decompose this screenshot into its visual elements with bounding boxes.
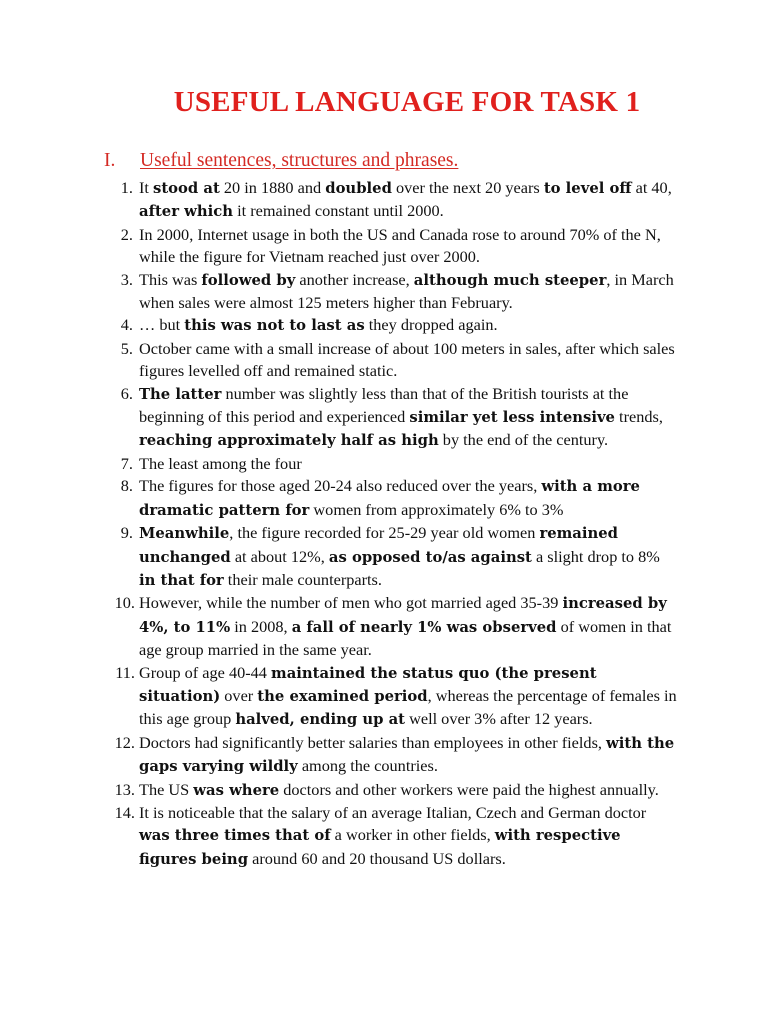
key-phrase: a fall of nearly 1% was observed: [291, 618, 557, 636]
list-item: [108, 592, 678, 661]
item-text: Group of age 40-44: [139, 662, 272, 682]
list-item-number: 12.: [114, 732, 135, 752]
item-text: a slight drop to 8%: [531, 546, 660, 566]
item-text: , the figure recorded for 25-29 year old women: [229, 523, 540, 543]
list-item: [108, 732, 678, 779]
list-item-number: 5.: [120, 338, 133, 358]
list-item: [108, 779, 678, 802]
list-item: [108, 383, 678, 453]
item-text: It is noticeable that the salary of an average Italian, Czech and German doctor: [139, 802, 647, 822]
section-label: Useful sentences, structures and phrases.: [140, 150, 459, 171]
item-text: at about 12%,: [230, 546, 329, 566]
key-phrase: increased by 4%, to 11%: [139, 595, 667, 636]
list-item: [108, 662, 678, 732]
item-text: In 2000, Internet usage in both the US and Canada rose to around 70% of the N, while the figure for Vietnam reached just over 2000.: [139, 224, 661, 267]
list-item-number: 2.: [120, 224, 133, 244]
list-item: [108, 475, 678, 522]
list-item-number: 9.: [120, 523, 133, 543]
key-phrase: Meanwhile: [139, 525, 230, 543]
item-text: The US: [139, 779, 194, 799]
page-title: USEFUL LANGUAGE FOR TASK 1: [173, 86, 641, 118]
item-text: The least among the four: [139, 453, 302, 473]
key-phrase: after which: [139, 203, 234, 221]
item-text: around 60 and 20 thousand US dollars.: [248, 848, 506, 868]
item-text: in 2008,: [230, 616, 292, 636]
item-text: Doctors had significantly better salaries than employees in other fields,: [139, 732, 607, 752]
list-item-number: 11.: [115, 662, 135, 682]
list-item-number: 4.: [120, 315, 133, 335]
list-item: [108, 522, 678, 592]
item-text: The figures for those aged 20-24 also reduced over the years,: [139, 476, 542, 496]
list-item: [108, 177, 678, 224]
key-phrase: stood at: [153, 180, 220, 197]
item-text: it remained constant until 2000.: [233, 201, 444, 221]
key-phrase: maintained the status quo (the present situation): [139, 664, 597, 705]
item-text: , whereas the percentage of females in this age group: [139, 685, 677, 729]
item-text: This was: [139, 269, 202, 289]
list-item: [108, 224, 678, 269]
section-heading: [104, 150, 458, 172]
item-text: trends,: [614, 407, 663, 427]
item-text: It: [139, 178, 154, 197]
list-item-number: 3.: [120, 269, 133, 289]
key-phrase: similar yet less intensive: [409, 409, 615, 427]
phrase-list: [108, 177, 678, 871]
key-phrase: remained unchanged: [139, 525, 619, 566]
key-phrase: The latter: [139, 385, 222, 403]
list-item-number: 14.: [114, 802, 135, 822]
key-phrase: followed by: [201, 271, 296, 289]
item-text: well over 3% after 12 years.: [405, 709, 593, 729]
item-text: among the countries.: [297, 756, 438, 776]
item-text: 20 in 1880 and: [219, 178, 326, 197]
list-item: [108, 802, 678, 871]
key-phrase: as opposed to/as against: [328, 548, 532, 566]
list-item: [108, 453, 678, 475]
item-text: they dropped again.: [364, 315, 498, 335]
list-item: [108, 269, 678, 315]
list-item-number: 10.: [114, 593, 135, 613]
key-phrase: in that for: [139, 571, 224, 589]
section-number: I.: [104, 150, 116, 171]
key-phrase: the examined period: [257, 687, 428, 705]
item-text: However, while the number of men who got married aged 35-39: [139, 593, 563, 613]
item-text: women from approximately 6% to 3%: [309, 499, 564, 519]
list-item-number: 13.: [114, 779, 135, 799]
item-text: over: [220, 685, 258, 705]
key-phrase: with a more dramatic pattern for: [139, 478, 640, 519]
key-phrase: to level off: [543, 180, 632, 197]
item-text: a worker in other fields,: [330, 825, 495, 845]
key-phrase: was three times that of: [139, 827, 331, 845]
item-text: … but: [139, 315, 185, 335]
item-text: of women in that age group married in the same year.: [139, 616, 672, 660]
item-text: October came with a small increase of about 100 meters in sales, after which sales figures levelled off and remained static.: [139, 338, 675, 381]
key-phrase: although much steeper: [413, 271, 607, 289]
item-text: another increase,: [295, 269, 414, 289]
list-item-number: 6.: [120, 383, 133, 403]
item-text: their male counterparts.: [223, 569, 382, 589]
key-phrase: with the gaps varying wildly: [139, 734, 675, 776]
key-phrase: with respective figures being: [139, 827, 621, 868]
list-item-number: 7.: [120, 453, 133, 473]
key-phrase: was where: [193, 781, 280, 799]
list-item-number: 8.: [120, 476, 133, 496]
key-phrase: halved, ending up at: [235, 711, 406, 729]
item-text: number was slightly less than that of the British tourists at the beginning of this period and experienced: [139, 383, 629, 427]
key-phrase: reaching approximately half as high: [139, 432, 439, 450]
item-text: doctors and other workers were paid the highest annually.: [279, 779, 659, 799]
list-item: [108, 338, 678, 383]
list-item: [108, 314, 678, 337]
item-text: at 40,: [631, 178, 672, 197]
key-phrase: doubled: [325, 180, 392, 197]
item-text: , in March when sales were almost 125 meters higher than February.: [139, 269, 674, 313]
key-phrase: this was not to last as: [184, 317, 365, 335]
item-text: over the next 20 years: [391, 178, 544, 197]
item-text: by the end of the century.: [438, 430, 609, 450]
list-item-number: 1.: [120, 178, 133, 197]
